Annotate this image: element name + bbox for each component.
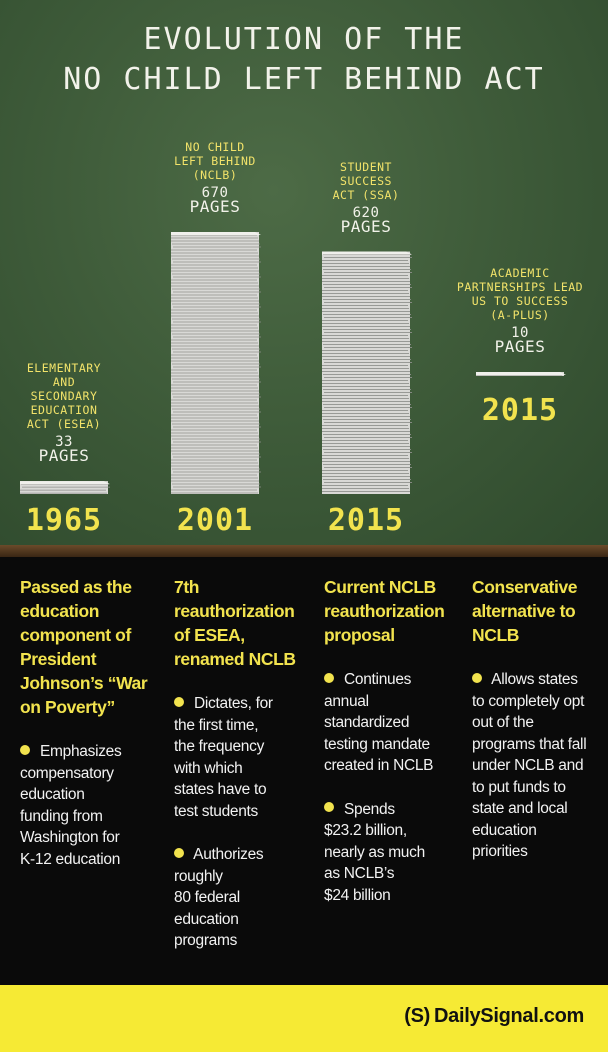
bar-label-line: EDUCATION	[30, 403, 98, 418]
bar-label-line: ELEMENTARY	[26, 361, 102, 376]
year-label-1: 1965	[25, 503, 103, 538]
bullet-item	[174, 693, 316, 822]
bullet-line: programs	[174, 932, 238, 949]
heading-line: Conservative	[472, 577, 578, 597]
heading-line: proposal	[324, 625, 395, 645]
stack-top-sheet	[171, 232, 261, 235]
stack-top-sheet	[322, 252, 412, 255]
paper-stack-1	[20, 481, 110, 494]
bullet-line: Allows states	[472, 669, 600, 691]
year-label-4: 2015	[481, 393, 559, 428]
bar-label-line: (A-PLUS)	[490, 308, 550, 322]
heading-line: Johnson’s “War	[20, 673, 148, 693]
footer-bar	[0, 985, 608, 1052]
bullet-line: Authorizes	[174, 844, 316, 866]
heading-line: of ESEA,	[174, 625, 245, 645]
year-label-2: 2001	[176, 503, 254, 538]
bullet-line: education	[174, 910, 239, 928]
bullet-dot-icon	[324, 802, 334, 812]
bar-label-line: US TO SUCCESS	[471, 294, 569, 308]
bar-value-3: 620	[352, 204, 380, 221]
bar-unit-3: PAGES	[340, 216, 392, 236]
paper-stack-4	[476, 372, 566, 376]
heading-line: component of	[20, 625, 131, 645]
year-label-3: 2015	[327, 503, 405, 538]
bar-label-line: PARTNERSHIPS LEAD	[456, 280, 584, 294]
bullet-line: education	[472, 821, 537, 839]
bullet-line: states have to	[174, 781, 267, 798]
bar-label-line: ACT (SSA)	[332, 187, 400, 202]
bullet-item	[20, 741, 162, 870]
bullet-dot-icon	[20, 745, 30, 755]
description-column-2	[174, 575, 316, 952]
bullet-line: with which	[174, 759, 243, 777]
chalkboard-ledge	[0, 545, 608, 557]
bullet-line: the frequency	[174, 738, 265, 755]
heading-line: renamed NCLB	[174, 649, 296, 669]
bullet-dot-icon	[472, 673, 482, 683]
bullet-line: nearly as much	[324, 843, 425, 861]
bar-label-1	[0, 361, 139, 466]
description-column-3	[324, 575, 466, 906]
heading-line: reauthorization	[174, 601, 295, 621]
column-heading	[324, 575, 466, 647]
bullet-line: K-12 education	[20, 850, 121, 868]
bar-label-line: LEFT BEHIND	[174, 154, 256, 168]
column-heading	[20, 575, 162, 719]
bullet-dot-icon	[174, 848, 184, 858]
bullet-line: $23.2 billion,	[324, 822, 407, 839]
paper-stack-3	[322, 252, 412, 494]
bullet-dot-icon	[174, 697, 184, 707]
bar-unit-4: PAGES	[494, 337, 546, 356]
heading-line: on Poverty”	[20, 697, 115, 717]
bar-label-4	[445, 266, 595, 354]
heading-line: Current NCLB	[324, 577, 436, 597]
bar-value-2: 670	[201, 185, 229, 201]
bar-label-line: SECONDARY	[30, 389, 98, 404]
column-heading	[472, 575, 600, 647]
bullet-line: programs that fall	[472, 735, 587, 753]
bullet-line: testing mandate	[324, 735, 430, 753]
bullet-line: test students	[174, 802, 258, 820]
description-column-1	[20, 575, 162, 870]
heading-line: reauthorization	[324, 601, 445, 621]
bar-label-3	[291, 160, 441, 234]
bullet-line: state and local	[472, 800, 568, 817]
bullet-item	[174, 844, 316, 952]
paper-stack-2	[171, 232, 261, 494]
heading-line: Passed as the	[20, 577, 132, 597]
descriptions-panel	[0, 557, 608, 985]
bar-label-2	[140, 140, 290, 214]
bar-unit-1: PAGES	[38, 446, 90, 466]
bullet-line: Continues	[324, 669, 466, 691]
bullet-line: Spends	[324, 799, 466, 821]
bar-value-1: 33	[55, 434, 73, 451]
heading-line: education	[20, 601, 100, 621]
bar-unit-2: PAGES	[189, 197, 241, 216]
bullet-item	[472, 669, 600, 863]
bullet-line: under NCLB and	[472, 757, 584, 774]
bullet-line: compensatory	[20, 764, 114, 782]
description-column-4	[472, 575, 600, 863]
dailysignal-logo[interactable]	[404, 1005, 584, 1028]
bar-label-line: ACADEMIC	[490, 266, 550, 280]
stack-top-sheet	[20, 481, 110, 484]
bullet-line: the first time,	[174, 716, 259, 734]
bullet-line: priorities	[472, 843, 528, 860]
heading-line: 7th	[174, 577, 200, 597]
bullet-line: Emphasizes	[20, 741, 162, 763]
bullet-line: roughly	[174, 867, 223, 885]
bar-label-line: SUCCESS	[340, 173, 392, 188]
bar-label-line: AND	[52, 375, 76, 390]
bar-label-line: (NCLB)	[192, 168, 238, 182]
bullet-line: standardized	[324, 714, 410, 731]
bullet-line: out of the	[472, 714, 534, 731]
bullet-line: funding from	[20, 807, 103, 825]
bar-label-line: NO CHILD	[185, 140, 245, 154]
bullet-line: $24 billion	[324, 886, 391, 904]
bullet-line: to completely opt	[472, 692, 585, 710]
heading-line: NCLB	[472, 625, 520, 645]
bullet-line: Dictates, for	[174, 693, 316, 715]
title-line-2: NO CHILD LEFT BEHIND ACT	[63, 62, 545, 97]
logo-text: DailySignal.com	[434, 1005, 584, 1027]
bullet-dot-icon	[324, 673, 334, 683]
column-heading	[174, 575, 316, 671]
bullet-item	[324, 799, 466, 907]
bullet-line: 80 federal	[174, 889, 240, 906]
bullet-line: Washington for	[20, 829, 120, 846]
bar-label-line: STUDENT	[340, 159, 392, 174]
bullet-line: created in NCLB	[324, 757, 434, 774]
bullet-line: annual	[324, 692, 369, 710]
logo-mark: (S)	[404, 1005, 430, 1027]
bullet-item	[324, 669, 466, 777]
heading-line: President	[20, 649, 97, 669]
bullet-line: to put funds to	[472, 778, 566, 796]
bar-value-4: 10	[511, 325, 529, 341]
heading-line: alternative to	[472, 601, 576, 621]
bullet-line: as NCLB’s	[324, 865, 395, 882]
bullet-line: education	[20, 786, 85, 803]
bar-label-line: ACT (ESEA)	[26, 417, 102, 432]
stack-top-sheet	[476, 372, 566, 375]
title-line-1: EVOLUTION OF THE	[143, 22, 465, 57]
